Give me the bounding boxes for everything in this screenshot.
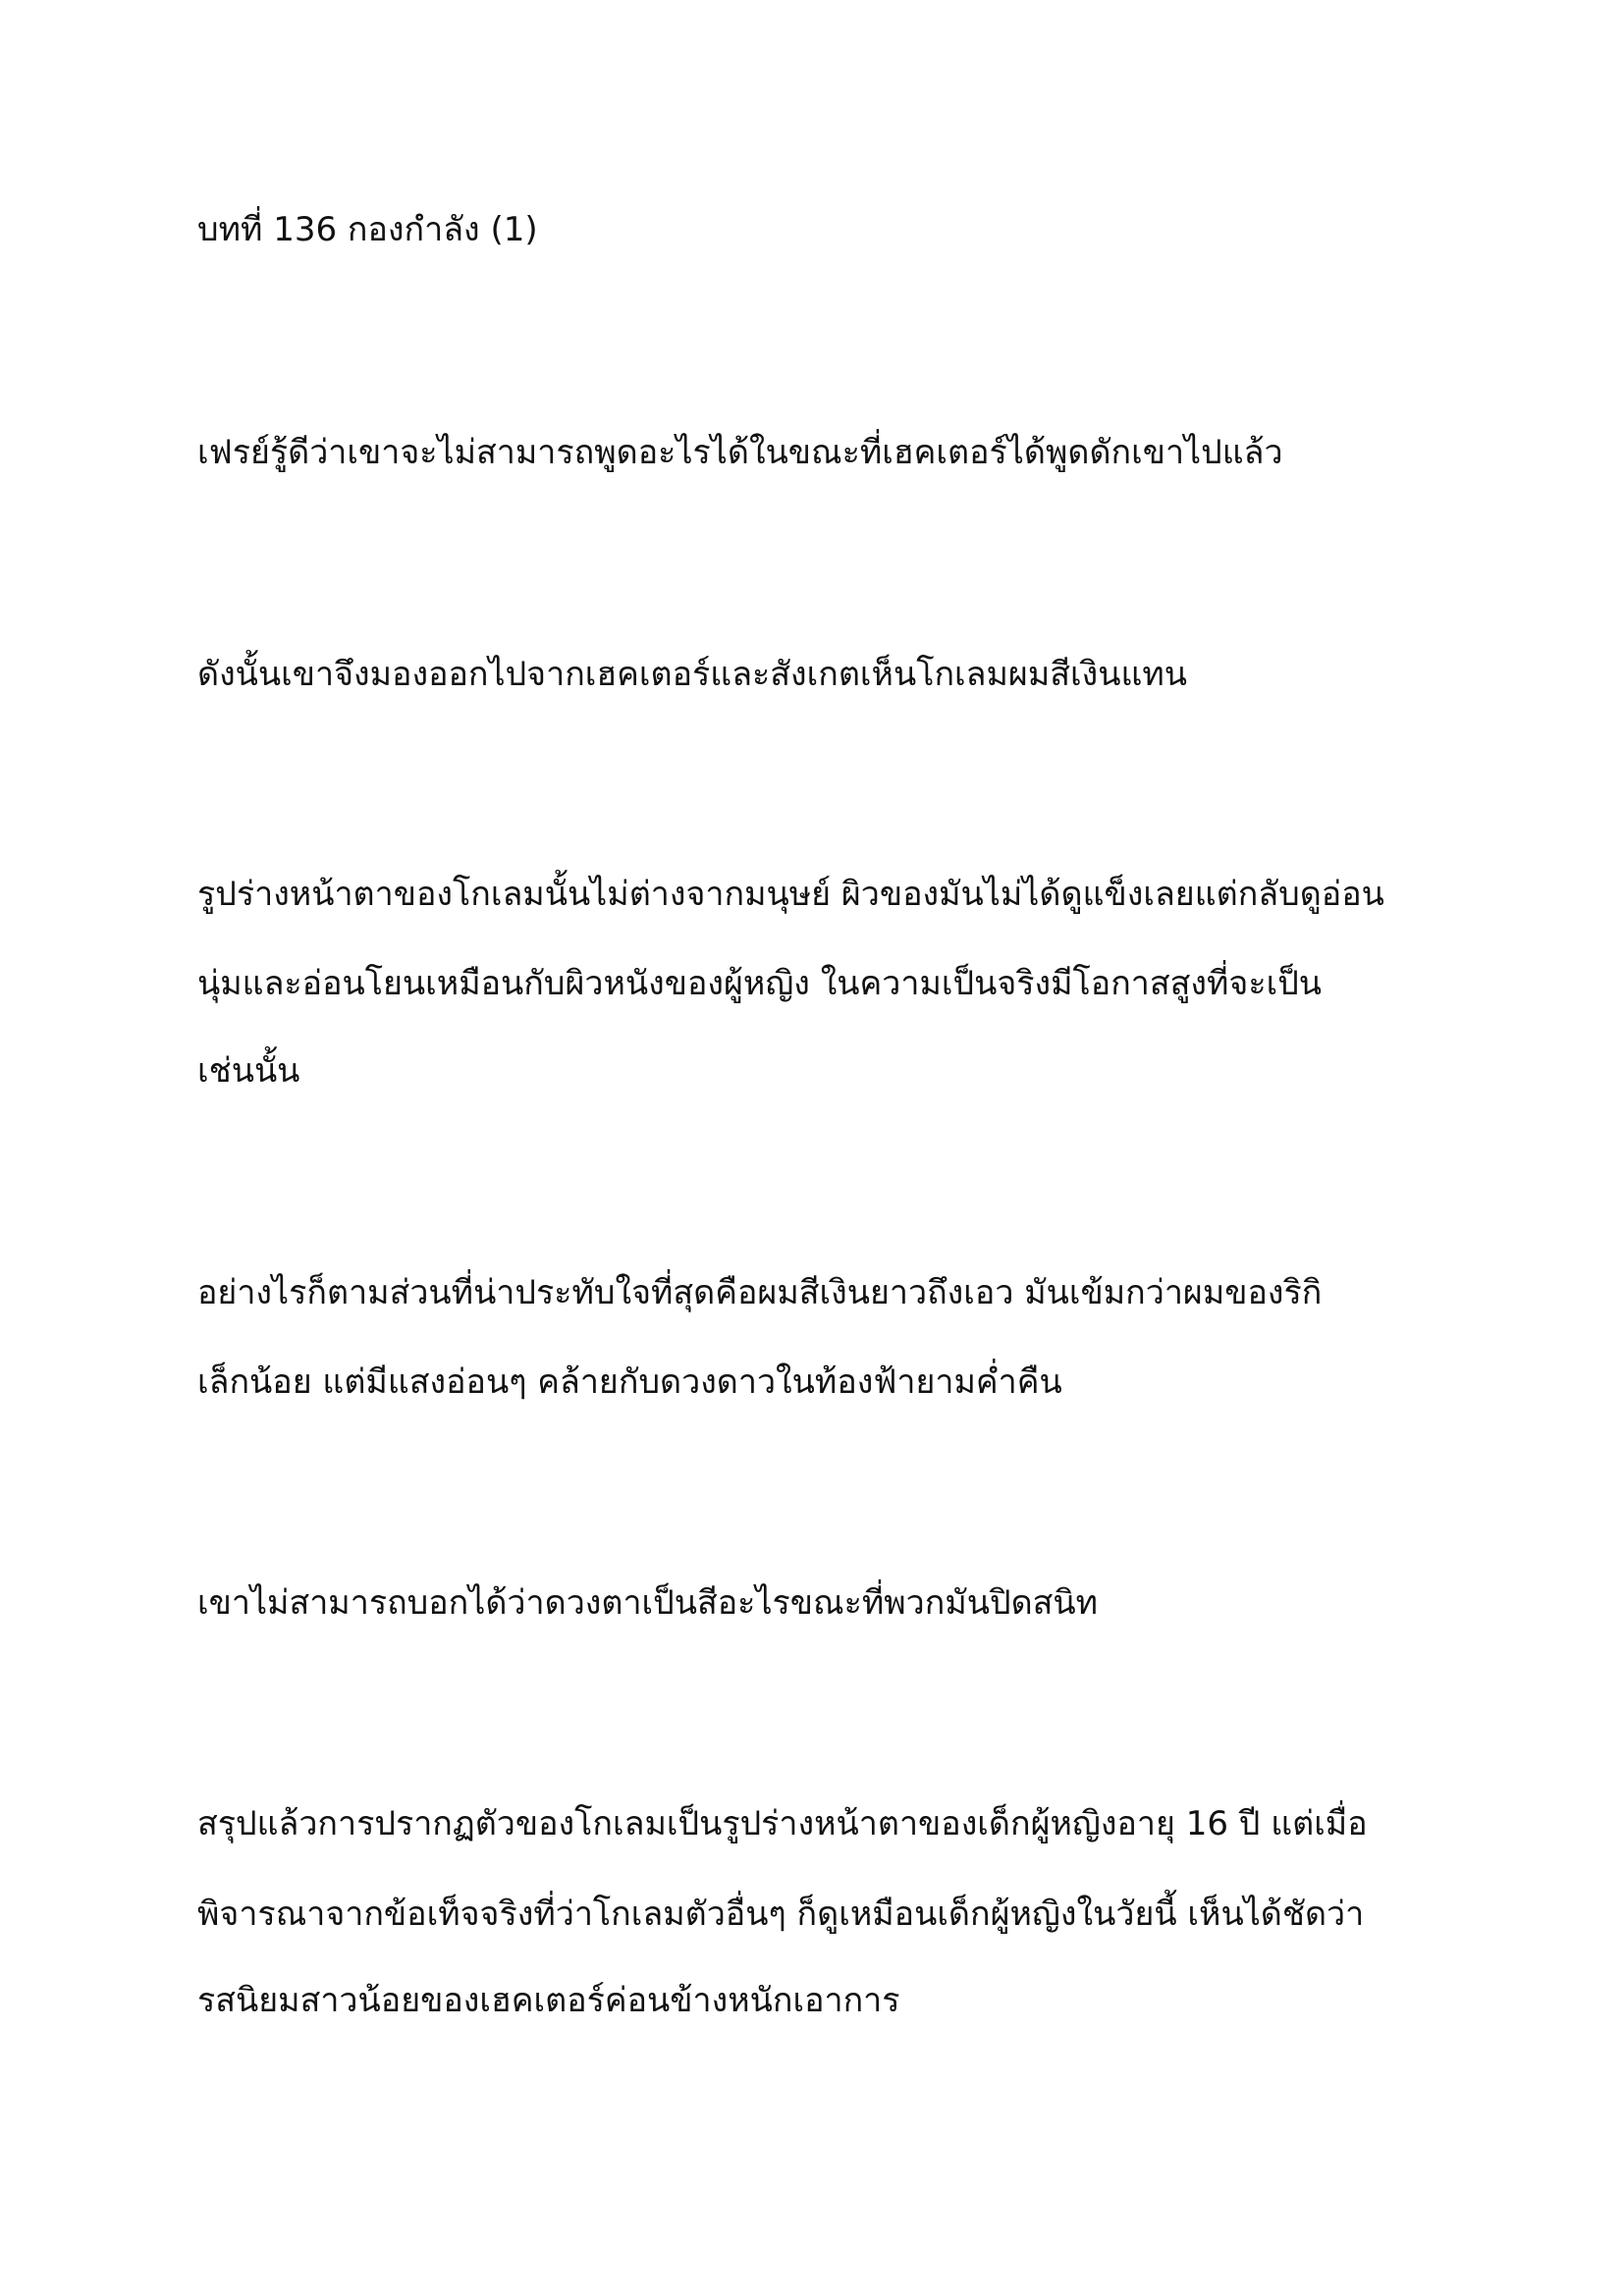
paragraph-3-line-2: นุ่มและอ่อนโยนเหมือนกับผิวหนังของผู้หญิง ในความเป็นจริงมีโอกาสสูงที่จะเป็น: [197, 964, 1323, 1003]
paragraph-3-line-1: รูปร่างหน้าตาของโกเลมนั้นไม่ต่างจากมนุษย์ ผิวของมันไม่ได้ดูแข็งเลยแต่กลับดูอ่อน: [197, 875, 1384, 914]
paragraph-3-line-3: เช่นนั้น: [197, 1051, 300, 1091]
paragraph-4-line-2: เล็กน้อย แต่มีแสงอ่อนๆ คล้ายกับดวงดาวในท้องฟ้ายามค่ำคืน: [197, 1362, 1062, 1402]
paragraph-1-line-1: เฟรย์รู้ดีว่าเขาจะไม่สามารถพูดอะไรได้ในขณะที่เฮคเตอร์ได้พูดดักเขาไปแล้ว: [197, 433, 1283, 472]
paragraph-6-line-3: รสนิยมสาวน้อยของเฮคเตอร์ค่อนข้างหนักเอาการ: [197, 1981, 900, 2020]
paragraph-4-line-1: อย่างไรก็ตามส่วนที่น่าประทับใจที่สุดคือผมสีเงินยาวถึงเอว มันเข้มกว่าผมของริกิ: [197, 1273, 1323, 1312]
paragraph-6-line-2: พิจารณาจากข้อเท็จจริงที่ว่าโกเลมตัวอื่นๆ ก็ดูเหมือนเด็กผู้หญิงในวัยนี้ เห็นได้ชัดว่า: [197, 1895, 1365, 1934]
paragraph-6-line-1: สรุปแล้วการปรากฏตัวของโกเลมเป็นรูปร่างหน้าตาของเด็กผู้หญิงอายุ 16 ปี แต่เมื่อ: [197, 1804, 1368, 1843]
paragraph-2-line-1: ดังนั้นเขาจึงมองออกไปจากเฮคเตอร์และสังเกตเห็นโกเลมผมสีเงินแทน: [197, 655, 1188, 694]
chapter-title: บทที่ 136 กองกำลัง (1): [197, 210, 538, 249]
paragraph-5-line-1: เขาไม่สามารถบอกได้ว่าดวงตาเป็นสีอะไรขณะที่พวกมันปิดสนิท: [197, 1583, 1099, 1623]
